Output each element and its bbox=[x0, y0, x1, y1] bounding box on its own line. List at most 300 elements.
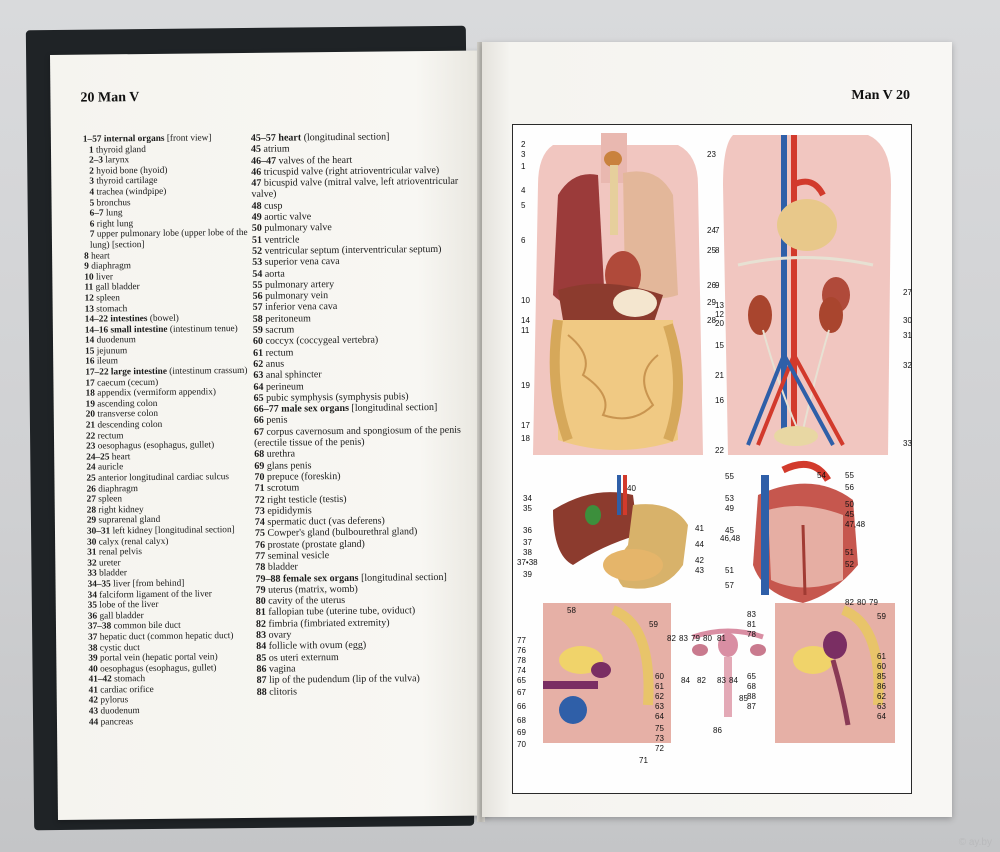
plate-label: 88 bbox=[747, 692, 756, 701]
entry-label: lip of the pudendum (lip of the vulva) bbox=[266, 673, 420, 687]
entry-label: pulmonary artery bbox=[262, 278, 335, 291]
entry-label: descending colon bbox=[95, 419, 163, 431]
entry-number: 43 bbox=[88, 706, 99, 717]
entry-label: sacrum bbox=[262, 324, 295, 336]
entry-qualifier: (intestinum tenue) bbox=[167, 323, 238, 335]
entry-label: seminal vesicle bbox=[265, 550, 330, 562]
entry-number: 39 bbox=[88, 653, 98, 664]
vessels-figure bbox=[723, 135, 891, 455]
anatomy-plate bbox=[512, 124, 912, 794]
plate-label: 63 bbox=[655, 702, 664, 711]
entry-number: 45–57 bbox=[250, 132, 276, 144]
entry-number: 2–3 bbox=[89, 155, 104, 166]
plate-label: 68 bbox=[517, 716, 526, 725]
plate-label: 80 bbox=[703, 634, 712, 643]
entry-label: ovary bbox=[266, 629, 292, 641]
plate-label: 61 bbox=[877, 652, 886, 661]
plate-label: 29 bbox=[707, 298, 716, 307]
entry-label: rectum bbox=[263, 347, 294, 359]
entry-number: 4 bbox=[89, 187, 95, 198]
plate-label: 62 bbox=[655, 692, 664, 701]
entry-label: oesophagus (esophagus, gullet) bbox=[97, 662, 217, 675]
plate-label: 37•38 bbox=[517, 558, 538, 567]
plate-label: 35 bbox=[523, 504, 532, 513]
entry-label: right kidney bbox=[96, 504, 144, 516]
plate-label: 64 bbox=[655, 712, 664, 721]
entry-label: diaphragm bbox=[88, 261, 132, 272]
plate-label: 20 bbox=[715, 319, 724, 328]
plate-label: 83 bbox=[679, 634, 688, 643]
entry-label: jejunum bbox=[94, 346, 128, 357]
entry-label: diaphragm bbox=[95, 483, 138, 495]
entry-number: 60 bbox=[252, 336, 264, 348]
entry-number: 37 bbox=[88, 632, 98, 643]
entry-label: liver bbox=[93, 272, 114, 283]
plate-label: 28 bbox=[707, 316, 716, 325]
plate-label: 37 bbox=[523, 538, 532, 547]
entry-number: 1–57 bbox=[82, 134, 102, 145]
entry-number: 58 bbox=[252, 313, 263, 325]
entry-label: falciform ligament of the liver bbox=[96, 588, 212, 601]
entry-number: 13 bbox=[84, 304, 95, 315]
plate-label: 8 bbox=[715, 246, 720, 255]
entry-number: 68 bbox=[254, 449, 265, 461]
entry-number: 36 bbox=[87, 611, 98, 622]
entry-label: oesophagus (esophagus, gullet) bbox=[95, 440, 215, 452]
entry-number: 42 bbox=[88, 696, 99, 707]
entry-label: os uteri externum bbox=[266, 651, 339, 664]
plate-label: 60 bbox=[655, 672, 664, 681]
entry-label: epididymis bbox=[264, 505, 312, 517]
plate-label: 6 bbox=[521, 236, 526, 245]
plate-label: 77 bbox=[517, 636, 526, 645]
left-page bbox=[50, 50, 488, 819]
entry-number: 14–16 bbox=[84, 325, 109, 336]
entry-number: 14–22 bbox=[84, 314, 109, 325]
entry-label: stomach bbox=[111, 674, 146, 685]
entry-number: 88 bbox=[256, 686, 267, 698]
plate-label: 58 bbox=[567, 606, 576, 615]
index-entry bbox=[89, 716, 254, 728]
entry-label: urethra bbox=[264, 448, 296, 461]
entry-number: 32 bbox=[87, 558, 97, 569]
plate-label: 71 bbox=[639, 756, 648, 765]
entry-label: perineum bbox=[263, 380, 304, 393]
entry-label: pulmonary vein bbox=[262, 290, 329, 302]
plate-label: 23 bbox=[707, 150, 716, 159]
entry-label: aorta bbox=[262, 268, 285, 280]
plate-label: 75 bbox=[655, 724, 664, 733]
anatomy-illustrations bbox=[513, 125, 911, 793]
plate-label: 4 bbox=[521, 186, 526, 195]
entry-number: 49 bbox=[251, 211, 262, 223]
plate-label: 5 bbox=[521, 201, 526, 210]
entry-number: 51 bbox=[251, 234, 263, 246]
entry-number: 29 bbox=[86, 515, 97, 527]
entry-label: duodenum bbox=[98, 706, 140, 717]
plate-label: 82 bbox=[667, 634, 676, 643]
entry-label: spleen bbox=[93, 293, 120, 304]
entry-number: 79 bbox=[255, 584, 266, 596]
entry-number: 72 bbox=[254, 494, 265, 506]
plate-label: 26 bbox=[707, 281, 716, 290]
entry-number: 84 bbox=[256, 641, 267, 653]
plate-label: 79 bbox=[691, 634, 700, 643]
entry-label: intestines bbox=[107, 314, 148, 325]
plate-label: 81 bbox=[717, 634, 726, 643]
page-header-right: Man V 20 bbox=[851, 88, 910, 103]
index-entry bbox=[88, 631, 253, 643]
entry-number: 8 bbox=[84, 251, 89, 262]
plate-label: 18 bbox=[521, 434, 530, 443]
entry-label: aortic valve bbox=[261, 211, 312, 223]
entry-number: 53 bbox=[252, 257, 263, 269]
entry-label: ventricle bbox=[261, 234, 300, 246]
entry-number: 66 bbox=[253, 415, 264, 427]
entry-number: 52 bbox=[252, 245, 263, 257]
entry-number: 64 bbox=[253, 381, 264, 393]
plate-label: 3 bbox=[521, 150, 526, 159]
plate-label: 70 bbox=[517, 740, 526, 749]
entry-number: 46–47 bbox=[251, 155, 277, 167]
entry-number: 24–25 bbox=[86, 452, 110, 463]
entry-number: 15 bbox=[85, 346, 95, 357]
plate-label: 31 bbox=[903, 331, 912, 340]
entry-number: 86 bbox=[256, 663, 267, 675]
plate-label: 16 bbox=[715, 396, 724, 405]
plate-label: 49 bbox=[725, 504, 734, 513]
plate-label: 83 bbox=[717, 676, 726, 685]
entry-number: 70 bbox=[254, 471, 265, 483]
entry-number: 6 bbox=[89, 219, 95, 230]
torso-figure bbox=[533, 133, 703, 455]
plate-label: 24 bbox=[707, 226, 716, 235]
entry-number: 44 bbox=[88, 717, 99, 728]
index-entry bbox=[251, 176, 476, 201]
entry-number: 17–22 bbox=[85, 367, 109, 378]
plate-label: 51 bbox=[845, 548, 854, 557]
entry-label: corpus cavernosum and spongiosum of the penis (erectile tissue of the penis) bbox=[254, 424, 461, 449]
entry-label: cusp bbox=[261, 200, 283, 212]
entry-number: 1 bbox=[88, 145, 94, 156]
plate-label: 54 bbox=[817, 471, 826, 480]
entry-label: ileum bbox=[94, 356, 119, 368]
plate-label: 50 bbox=[845, 500, 854, 509]
entry-label: appendix (vermiform appendix) bbox=[94, 387, 216, 399]
entry-label: bronchus bbox=[94, 197, 131, 209]
entry-number: 81 bbox=[255, 607, 266, 619]
plate-label: 72 bbox=[655, 744, 664, 753]
plate-label: 78 bbox=[517, 656, 526, 665]
index-entry bbox=[84, 228, 249, 251]
entry-number: 38 bbox=[88, 643, 98, 654]
entry-label: pulmonary valve bbox=[261, 222, 332, 235]
plate-label: 83 bbox=[747, 610, 756, 619]
entry-label: spleen bbox=[95, 494, 123, 505]
plate-label: 1 bbox=[521, 162, 526, 171]
plate-label: 55 bbox=[725, 472, 734, 481]
plate-label: 22 bbox=[715, 446, 724, 455]
index-entry bbox=[87, 525, 252, 537]
entry-number: 14 bbox=[84, 335, 95, 346]
watermark: © ay.by bbox=[958, 837, 992, 848]
entry-number: 3 bbox=[89, 176, 95, 187]
plate-label: 21 bbox=[715, 371, 724, 380]
plate-label: 30 bbox=[903, 316, 912, 325]
entry-number: 24 bbox=[86, 462, 96, 474]
entry-label: thyroid gland bbox=[93, 144, 146, 156]
plate-label: 81 bbox=[747, 620, 756, 629]
entry-number: 10 bbox=[84, 272, 94, 283]
entry-number: 41 bbox=[88, 685, 99, 696]
entry-number: 34 bbox=[87, 590, 98, 601]
entry-label: gall bladder bbox=[93, 282, 140, 293]
entry-number: 85 bbox=[256, 652, 267, 664]
plate-label: 13 bbox=[715, 301, 724, 310]
entry-label: cavity of the uterus bbox=[265, 595, 346, 607]
entry-label: anus bbox=[263, 358, 285, 370]
entry-label: common bile duct bbox=[111, 620, 181, 632]
right-page bbox=[482, 42, 952, 817]
entry-label: ventricular septum (interventricular septum) bbox=[262, 243, 442, 257]
index-column-1 bbox=[83, 133, 254, 728]
entry-number: 76 bbox=[255, 539, 266, 551]
plate-label: 67 bbox=[517, 688, 526, 697]
entry-label: renal pelvis bbox=[96, 547, 142, 558]
entry-number: 45 bbox=[250, 144, 262, 156]
entry-number: 82 bbox=[255, 618, 267, 630]
plate-label: 2 bbox=[521, 140, 526, 149]
entry-label: upper pulmonary lobe (upper lobe of the lung) [section] bbox=[89, 228, 248, 251]
entry-label: heart bbox=[275, 132, 302, 144]
entry-label: small intestine bbox=[108, 324, 168, 336]
plate-label: 74 bbox=[517, 666, 526, 675]
entry-number: 22 bbox=[85, 431, 96, 442]
entry-number: 48 bbox=[251, 200, 262, 212]
plate-label: 65 bbox=[747, 672, 756, 681]
entry-qualifier: [longitudinal section] bbox=[358, 571, 447, 584]
plate-label: 10 bbox=[521, 296, 530, 305]
entry-label: ureter bbox=[96, 558, 121, 569]
entry-label: hyoid bone (hyoid) bbox=[93, 165, 168, 177]
plate-label: 73 bbox=[655, 734, 664, 743]
index-entry bbox=[257, 684, 482, 698]
index-entry bbox=[255, 571, 480, 585]
plate-label: 15 bbox=[715, 341, 724, 350]
entry-label: anal sphincter bbox=[263, 369, 322, 382]
entry-qualifier: [longitudinal section] bbox=[348, 402, 438, 415]
entry-number: 40 bbox=[88, 664, 98, 675]
plate-label: 39 bbox=[523, 570, 532, 579]
entry-number: 20 bbox=[85, 409, 96, 421]
index-entry bbox=[86, 472, 251, 484]
entry-label: superior vena cava bbox=[262, 256, 340, 269]
entry-label: lobe of the liver bbox=[97, 600, 159, 611]
plate-label: 61 bbox=[655, 682, 664, 691]
plate-label: 59 bbox=[877, 612, 886, 621]
entry-label: caecum (cecum) bbox=[94, 377, 159, 389]
entry-label: follicle with ovum (egg) bbox=[266, 640, 367, 653]
entry-label: right lung bbox=[94, 218, 134, 230]
entry-number: 75 bbox=[254, 528, 266, 540]
entry-number: 74 bbox=[254, 516, 265, 528]
entry-label: left kidney [longitudinal section] bbox=[110, 525, 235, 537]
entry-label: inferior vena cava bbox=[262, 301, 338, 314]
plate-label: 80 bbox=[857, 598, 866, 607]
entry-number: 61 bbox=[253, 347, 264, 359]
entry-number: 26 bbox=[86, 484, 96, 495]
entry-number: 23 bbox=[86, 441, 96, 452]
entry-number: 16 bbox=[85, 357, 95, 368]
entry-number: 77 bbox=[255, 550, 266, 562]
plate-label: 85 bbox=[739, 694, 748, 703]
entry-label: right testicle (testis) bbox=[264, 493, 347, 506]
entry-label: pancreas bbox=[98, 716, 134, 728]
entry-number: 41–42 bbox=[88, 674, 112, 685]
entry-label: heart bbox=[88, 250, 110, 262]
plate-label: 56 bbox=[845, 483, 854, 492]
entry-number: 25 bbox=[86, 473, 96, 484]
plate-label: 42 bbox=[695, 556, 704, 565]
entry-number: 21 bbox=[85, 420, 96, 431]
entry-number: 59 bbox=[252, 324, 263, 336]
plate-label: 64 bbox=[877, 712, 886, 721]
entry-number: 56 bbox=[252, 290, 263, 303]
plate-label: 25 bbox=[707, 246, 716, 255]
entry-label: coccyx (coccygeal vertebra) bbox=[262, 334, 379, 348]
entry-label: internal organs bbox=[101, 133, 165, 145]
plate-label: 84 bbox=[729, 676, 738, 685]
entry-number: 65 bbox=[253, 392, 264, 404]
plate-label: 43 bbox=[695, 566, 704, 575]
entry-number: 57 bbox=[252, 302, 263, 314]
entry-number: 55 bbox=[252, 279, 263, 291]
entry-number: 83 bbox=[256, 629, 267, 641]
entry-label: fimbria (fimbriated extremity) bbox=[265, 617, 390, 630]
entry-number: 5 bbox=[89, 198, 95, 209]
entry-label: pylorus bbox=[98, 695, 129, 707]
entry-label: prostate (prostate gland) bbox=[265, 538, 365, 551]
entry-label: uterus (matrix, womb) bbox=[265, 583, 358, 596]
entry-label: cardiac orifice bbox=[97, 684, 154, 696]
plate-label: 63 bbox=[877, 702, 886, 711]
index-column-2 bbox=[251, 131, 482, 698]
entry-number: 28 bbox=[86, 505, 97, 516]
entry-number: 6–7 bbox=[89, 208, 104, 219]
entry-number: 7 bbox=[89, 229, 95, 240]
entry-label: penis bbox=[263, 414, 288, 427]
entry-number: 78 bbox=[255, 562, 266, 574]
entry-number: 27 bbox=[86, 494, 97, 505]
plate-label: 82 bbox=[845, 598, 854, 607]
entry-label: female sex organs bbox=[280, 572, 359, 585]
plate-label: 65 bbox=[517, 676, 526, 685]
entry-number: 37–38 bbox=[87, 621, 112, 632]
entry-number: 30 bbox=[87, 537, 97, 548]
plate-label: 14 bbox=[521, 316, 530, 325]
entry-number: 19 bbox=[85, 399, 96, 410]
entry-number: 2 bbox=[89, 166, 94, 177]
plate-label: 34 bbox=[523, 494, 532, 503]
entry-number: 34–35 bbox=[87, 579, 111, 590]
entry-number: 35 bbox=[87, 600, 98, 611]
plate-label: 87 bbox=[747, 702, 756, 711]
plate-label: 86 bbox=[713, 726, 722, 735]
entry-number: 71 bbox=[254, 482, 265, 495]
entry-number: 30–31 bbox=[86, 526, 111, 537]
entry-label: clitoris bbox=[266, 685, 298, 698]
entry-number: 66–77 bbox=[253, 403, 279, 416]
entry-label: suprarenal gland bbox=[96, 515, 161, 526]
entry-qualifier: (intestinum crassum) bbox=[166, 366, 248, 377]
entry-number: 73 bbox=[254, 505, 265, 517]
plate-label: 17 bbox=[521, 421, 530, 430]
plate-label: 38 bbox=[523, 548, 532, 557]
entry-label: thyroid cartilage bbox=[93, 176, 158, 187]
plate-label: 11 bbox=[521, 326, 530, 335]
entry-label: valves of the heart bbox=[276, 154, 353, 167]
plate-label: 86 bbox=[877, 682, 886, 691]
plate-label: 19 bbox=[521, 381, 530, 390]
entry-number: 12 bbox=[84, 293, 94, 304]
plate-label: 44 bbox=[695, 540, 704, 549]
plate-label: 59 bbox=[649, 620, 658, 629]
entry-label: stomach bbox=[93, 303, 128, 315]
plate-label: 84 bbox=[681, 676, 690, 685]
plate-label: 85 bbox=[877, 672, 886, 681]
entry-label: cystic duct bbox=[97, 642, 140, 654]
entry-number: 11 bbox=[84, 282, 94, 293]
entry-label: male sex organs bbox=[278, 403, 350, 415]
entry-label: bicuspid valve (mitral valve, left atrioventricular valve) bbox=[251, 175, 459, 201]
entry-label: liver [from behind] bbox=[110, 578, 185, 590]
plate-label: 62 bbox=[877, 692, 886, 701]
plate-label: 12 bbox=[715, 310, 724, 319]
plate-label: 9 bbox=[715, 281, 720, 290]
plate-label: 68 bbox=[747, 682, 756, 691]
entry-number: 31 bbox=[87, 547, 97, 558]
entry-label: portal vein (hepatic portal vein) bbox=[97, 652, 218, 664]
entry-label: vagina bbox=[266, 663, 296, 675]
entry-label: bladder bbox=[96, 568, 127, 579]
entry-number: 9 bbox=[84, 261, 89, 272]
entry-number: 69 bbox=[254, 460, 265, 472]
entry-label: anterior longitudinal cardiac sulcus bbox=[95, 472, 229, 484]
plate-label: 55 bbox=[845, 471, 854, 480]
plate-label: 45 bbox=[725, 526, 734, 535]
entry-label: tricuspid valve (right atrioventricular valve) bbox=[261, 164, 440, 178]
entry-label: transverse colon bbox=[95, 409, 159, 420]
entry-label: larynx bbox=[103, 155, 130, 166]
entry-label: spermatic duct (vas deferens) bbox=[264, 515, 385, 528]
plate-label: 60 bbox=[877, 662, 886, 671]
plate-label: 78 bbox=[747, 630, 756, 639]
plate-label: 40 bbox=[627, 484, 636, 493]
plate-label: 36 bbox=[523, 526, 532, 535]
plate-label: 7 bbox=[715, 226, 720, 235]
plate-label: 51 bbox=[725, 566, 734, 575]
entry-qualifier: (bowel) bbox=[147, 313, 179, 325]
entry-label: ascending colon bbox=[94, 398, 158, 410]
entry-label: bladder bbox=[265, 561, 298, 574]
entry-label: scrotum bbox=[264, 482, 300, 494]
entry-number: 80 bbox=[255, 595, 266, 608]
plate-label: 33 bbox=[903, 439, 912, 448]
plate-label: 52 bbox=[845, 560, 854, 569]
page-header-left: 20 Man V bbox=[80, 90, 140, 106]
entry-label: hepatic duct (common hepatic duct) bbox=[97, 631, 234, 643]
heart-figure bbox=[753, 464, 858, 603]
